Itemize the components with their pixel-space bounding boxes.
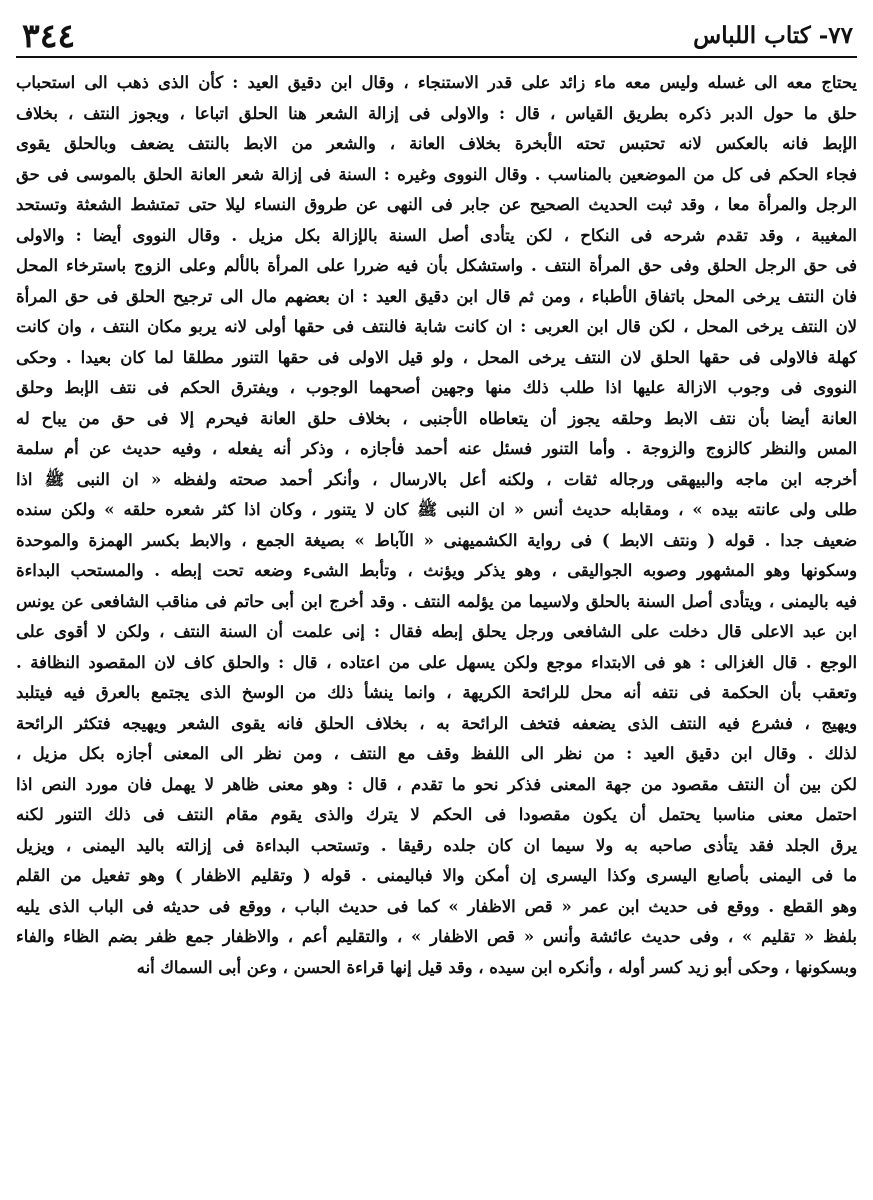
text-line: فى حق الرجل الحلق وفى حق المرأة النتف . واستشكل بأن فيه ضررا على المرأة بالألم وعلى الزوج باسترخاء المحل	[16, 256, 857, 275]
text-line: بلفظ « تقليم » ، وفى حديث عائشة وأنس « قص الاظفار » ، والتقليم أعم ، والاظفار جمع ظفر بضم الظاء والفاء	[16, 927, 857, 946]
text-line: لكن بين أن النتف مقصود من جهة المعنى فذكر نحو ما تقدم ، قال : وهو معنى ظاهر لا يهمل فان مورد النص اذا	[16, 774, 857, 794]
text-line: لان النتف يرخى المحل ، لكن قال ابن العربى : ان كانت شابة فالنتف فى حقها أولى لانه يربو مكان النتف ، وان كانت	[16, 317, 857, 336]
text-line: حلق ما حول الدبر ذكره بطريق القياس ، قال : والاولى فى إزالة الشعر هنا الحلق اتباعا ، ويجوز النتف ، بخلاف	[16, 103, 857, 123]
text-line: ضعيف جدا . قوله ( ونتف الابط ) فى رواية الكشميهنى « الآباط » بصيغة الجمع ، والابط بكسر الهمزة والموحدة	[16, 530, 857, 550]
text-line: المس والنظر كالزوج والزوجة . وأما التنور فسئل عنه أحمد فأجازه ، وذكر أنه يفعله ، وفيه حديث عن أم سلمة	[16, 439, 857, 458]
text-line: الإبط فانه بالعكس لانه تحتبس تحته الأبخرة بخلاف العانة ، والشعر من الابط بالنتف يضعف وبالحلق يقوى	[16, 134, 857, 153]
text-line: ويهيج ، فشرع فيه النتف الذى يضعفه فتخف الرائحة به ، بخلاف الحلق فانه يقوى الشعر ويهيجه فتكثر الرائحة	[16, 713, 857, 733]
text-line: ابن عبد الاعلى قال دخلت على الشافعى ورجل يحلق إبطه فقال : إنى علمت أن السنة النتف ، ولكن لا أقوى على	[16, 622, 857, 641]
text-line: فيه باليمنى ، ويتأدى أصل السنة بالحلق ولاسيما من يؤلمه النتف . وقد أخرج ابن أبى حاتم فى مناقب الشافعى عن يونس	[16, 591, 857, 611]
body-text	[16, 68, 857, 983]
text-line: وبسكونها ، وحكى أبو زيد كسر أوله ، وأنكره ابن سيده ، وقد قيل إنها قراءة الحسن ، وعن أبى السماك أنه	[136, 957, 857, 977]
text-line: فجاء الحكم فى كل من الموضعين بالمناسب . وقال النووى وغيره : السنة فى إزالة شعر العانة الحلق بالموسى فى حق	[16, 164, 857, 184]
page-number: ٣٤٤	[22, 16, 76, 55]
text-line: ما فى اليمنى بأصابع اليسرى وكذا اليسرى إن أمكن والا فباليمنى . قوله ( وتقليم الاظفار ) وهو تفعيل من القلم	[16, 866, 857, 885]
text-line: كهلة فالاولى فى حقها الحلق لان النتف يرخى المحل ، ولو قيل الاولى فى حقها التنور مطلقا لما كان بعيدا . وحكى	[16, 347, 857, 367]
text-line: فان النتف يرخى المحل باتفاق الأطباء ، ومن ثم قال ابن دقيق العيد : ان بعضهم مال الى ترجيح الحلق فى حق المرأة	[16, 286, 857, 306]
text-line: النووى فى وجوب الازالة عليها اذا طلب ذلك منها وجهين أصحهما الوجوب ، ويفترق الحكم فى نتف الإبط وحلق	[16, 378, 857, 397]
text-line: احتمل معنى مناسبا يحتمل أن يكون مقصودا فى الحكم لا يترك والذى يقوم مقام النتف فى ذلك التنور لكنه	[16, 805, 857, 824]
text-line: وتعقب بأن الحكمة فى نتفه أنه محل للرائحة الكريهة ، وانما ينشأ ذلك من الوسخ الذى يجتمع بالعرق فيه فيتلبد	[16, 683, 857, 702]
header-rule	[16, 56, 857, 58]
text-line: يحتاج معه الى غسله وليس معه ماء زائد على قدر الاستنجاء ، وقال ابن دقيق العيد : كأن الذى ذهب الى استحباب	[16, 73, 857, 92]
document-page	[16, 14, 857, 1186]
page-header	[16, 14, 857, 62]
text-line: الوجع . قال الغزالى : هو فى الابتداء موجع ولكن يسهل على من اعتاده ، قال : والحلق كاف لان المقصود النظافة .	[16, 652, 857, 672]
text-line: العانة أيضا بأن نتف الابط وحلقه يجوز أن يتعاطاه الأجنبى ، بخلاف حلق العانة فيحرم إلا فى حق من يباح له	[16, 408, 857, 428]
text-line: المغيبة ، وقد تقدم شرحه فى النكاح ، لكن يتأدى أصل السنة بالإزالة بكل مزيل . وقال النووى أيضا : والاولى	[16, 225, 857, 245]
chapter-title: ٧٧- كتاب اللباس	[693, 22, 853, 49]
text-line: وهو القطع . ووقع فى حديث ابن عمر « قص الاظفار » كما فى حديث الباب ، ووقع فى حديثه فى الباب الذى يليه	[16, 896, 857, 916]
text-line: أخرجه ابن ماجه والبيهقى ورجاله ثقات ، ولكنه أعل بالارسال ، وأنكر أحمد صحته ولفظه « ان النبى ﷺ اذا	[16, 469, 857, 489]
text-line: وسكونها وهو المشهور وصوبه الجواليقى ، وهو يذكر ويؤنث ، وتأبط الشىء وضعه تحت إبطه . والمستحب البداءة	[16, 561, 857, 580]
text-line: طلى ولى عانته بيده » ، ومقابله حديث أنس « ان النبى ﷺ كان لا يتنور ، وكان اذا كثر شعره حلقه » ولكن سنده	[16, 500, 857, 519]
text-line: الرجل والمرأة معا ، وقد ثبت الحديث الصحيح عن جابر فى النهى عن طروق النساء ليلا حتى تمتشط الشعثة وتستحد	[16, 195, 857, 214]
text-line: لذلك . وقال ابن دقيق العيد : من نظر الى اللفظ وقف مع النتف ، ومن نظر الى المعنى أجازه بكل مزيل ،	[16, 744, 857, 763]
text-line: يرق الجلد فقد يتأذى صاحبه به ولا سيما ان كان جلده رقيقا . وتستحب البداءة فى إزالته باليد اليمنى ، ويزيل	[16, 835, 857, 855]
